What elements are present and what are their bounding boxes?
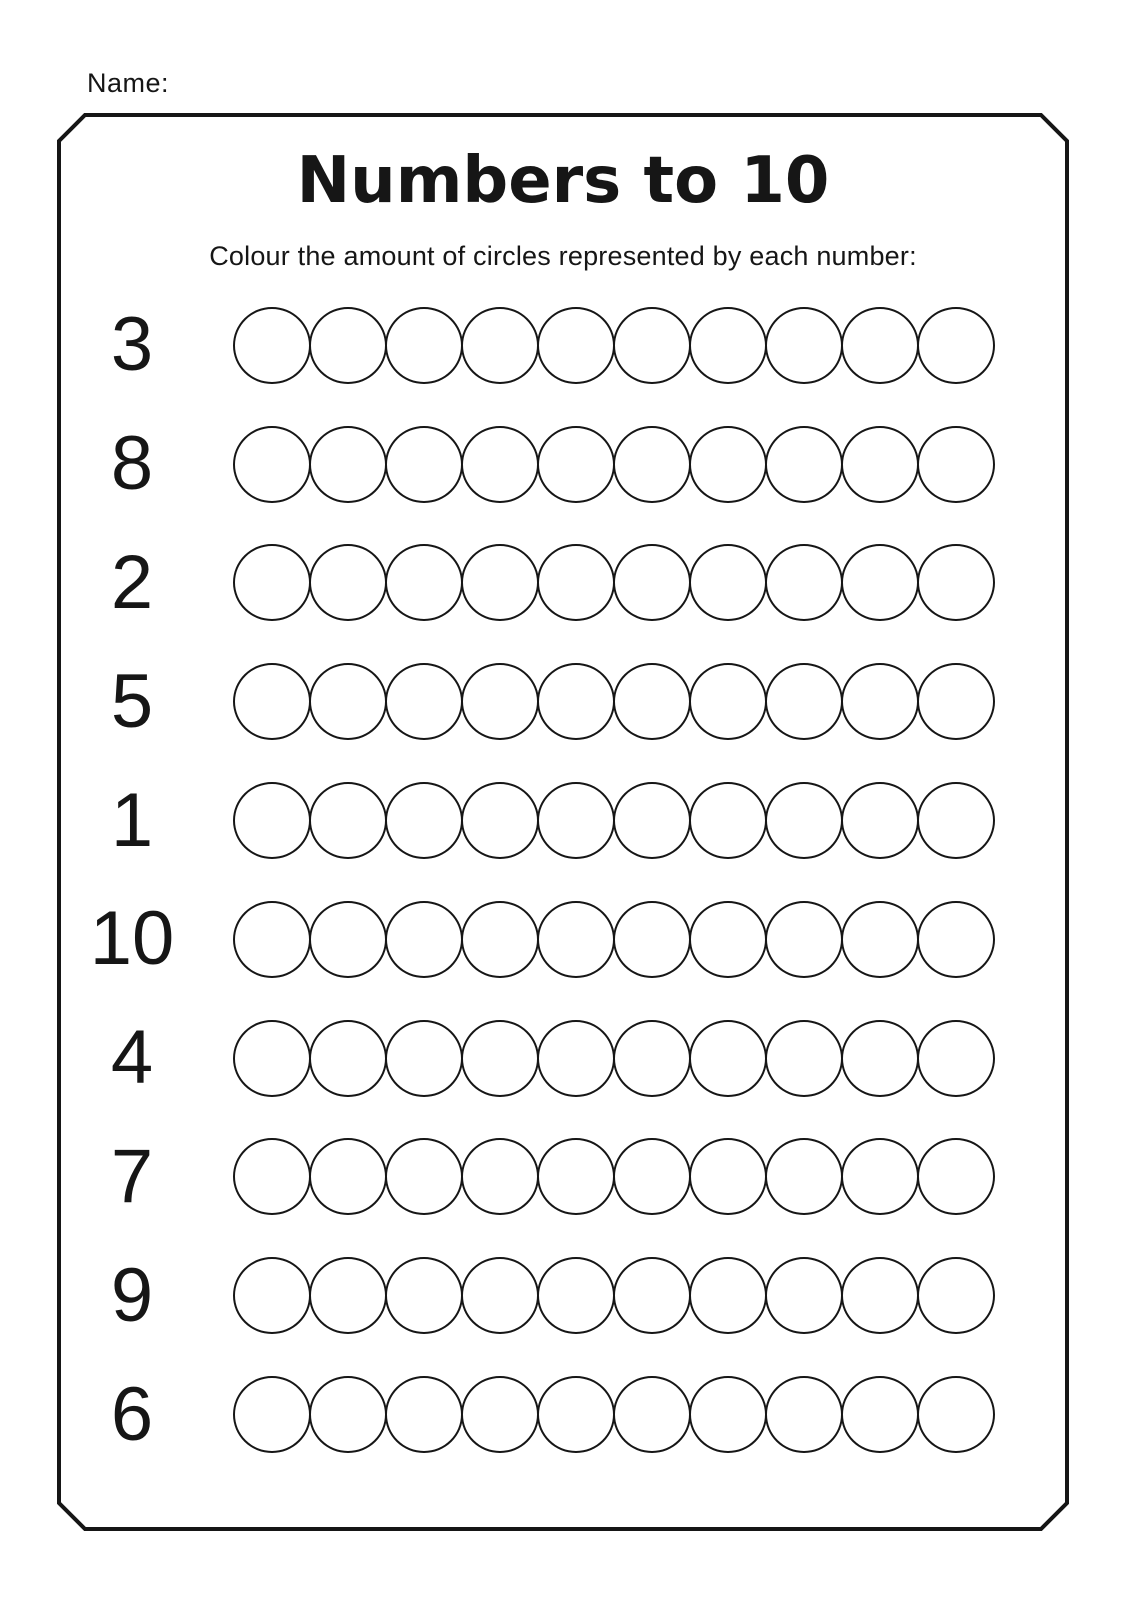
colour-circle[interactable]	[537, 663, 615, 740]
circle-row	[233, 307, 995, 384]
number-row	[57, 999, 1069, 1118]
circle-row	[233, 1020, 995, 1097]
colour-circle[interactable]	[461, 426, 539, 503]
number-row	[57, 286, 1069, 405]
colour-circle[interactable]	[765, 782, 843, 859]
colour-circle[interactable]	[461, 901, 539, 978]
colour-circle[interactable]	[233, 544, 311, 621]
colour-circle[interactable]	[841, 1138, 919, 1215]
colour-circle[interactable]	[461, 1138, 539, 1215]
colour-circle[interactable]	[537, 426, 615, 503]
colour-circle[interactable]	[765, 426, 843, 503]
colour-circle[interactable]	[689, 544, 767, 621]
colour-circle[interactable]	[689, 663, 767, 740]
colour-circle[interactable]	[309, 544, 387, 621]
colour-circle[interactable]	[917, 426, 995, 503]
row-number-label: 10	[89, 896, 175, 982]
number-row	[57, 761, 1069, 880]
colour-circle[interactable]	[917, 1257, 995, 1334]
colour-circle[interactable]	[765, 1138, 843, 1215]
colour-circle[interactable]	[765, 663, 843, 740]
colour-circle[interactable]	[461, 1376, 539, 1453]
row-number-label: 6	[110, 1371, 154, 1457]
number-row	[57, 642, 1069, 761]
colour-circle[interactable]	[917, 1376, 995, 1453]
colour-circle[interactable]	[385, 1376, 463, 1453]
colour-circle[interactable]	[841, 307, 919, 384]
colour-circle[interactable]	[613, 544, 691, 621]
colour-circle[interactable]	[385, 307, 463, 384]
colour-circle[interactable]	[613, 1020, 691, 1097]
colour-circle[interactable]	[917, 544, 995, 621]
colour-circle[interactable]	[537, 1257, 615, 1334]
colour-circle[interactable]	[537, 1020, 615, 1097]
number-row	[57, 405, 1069, 524]
number-row	[57, 1118, 1069, 1237]
colour-circle[interactable]	[537, 782, 615, 859]
worksheet-frame	[57, 113, 1069, 1531]
colour-circle[interactable]	[233, 1376, 311, 1453]
colour-circle[interactable]	[537, 901, 615, 978]
row-number-label: 9	[110, 1252, 154, 1338]
colour-circle[interactable]	[613, 426, 691, 503]
colour-circle[interactable]	[841, 1376, 919, 1453]
colour-circle[interactable]	[689, 426, 767, 503]
colour-circle[interactable]	[233, 1020, 311, 1097]
colour-circle[interactable]	[765, 307, 843, 384]
instruction-text: Colour the amount of circles represented by each number:	[209, 241, 917, 271]
colour-circle[interactable]	[309, 1138, 387, 1215]
colour-circle[interactable]	[689, 1138, 767, 1215]
colour-circle[interactable]	[841, 1020, 919, 1097]
circle-row	[233, 1138, 995, 1215]
colour-circle[interactable]	[537, 307, 615, 384]
colour-circle[interactable]	[461, 1020, 539, 1097]
colour-circle[interactable]	[765, 1257, 843, 1334]
colour-circle[interactable]	[233, 1257, 311, 1334]
colour-circle[interactable]	[917, 663, 995, 740]
row-number-label: 8	[110, 421, 154, 507]
colour-circle[interactable]	[613, 901, 691, 978]
colour-circle[interactable]	[385, 1257, 463, 1334]
row-number-label: 4	[110, 1015, 154, 1101]
colour-circle[interactable]	[841, 782, 919, 859]
circle-row	[233, 1376, 995, 1453]
colour-circle[interactable]	[461, 663, 539, 740]
name-label: Name:	[87, 68, 170, 98]
colour-circle[interactable]	[233, 1138, 311, 1215]
colour-circle[interactable]	[841, 426, 919, 503]
row-number-label: 5	[110, 658, 154, 744]
colour-circle[interactable]	[689, 782, 767, 859]
colour-circle[interactable]	[233, 307, 311, 384]
number-row	[57, 1236, 1069, 1355]
circle-row	[233, 663, 995, 740]
row-number-label: 1	[110, 777, 154, 863]
colour-circle[interactable]	[689, 1376, 767, 1453]
colour-circle[interactable]	[841, 663, 919, 740]
colour-circle[interactable]	[385, 1138, 463, 1215]
colour-circle[interactable]	[917, 1138, 995, 1215]
colour-circle[interactable]	[385, 782, 463, 859]
circle-row	[233, 901, 995, 978]
colour-circle[interactable]	[233, 663, 311, 740]
colour-circle[interactable]	[385, 544, 463, 621]
page-title: Numbers to 10	[296, 144, 830, 218]
number-row	[57, 524, 1069, 643]
colour-circle[interactable]	[537, 1138, 615, 1215]
colour-circle[interactable]	[461, 307, 539, 384]
colour-circle[interactable]	[613, 782, 691, 859]
colour-circle[interactable]	[309, 1257, 387, 1334]
circle-row	[233, 426, 995, 503]
colour-circle[interactable]	[537, 544, 615, 621]
rows	[57, 286, 1069, 1474]
colour-circle[interactable]	[917, 1020, 995, 1097]
colour-circle[interactable]	[765, 1020, 843, 1097]
colour-circle[interactable]	[613, 1257, 691, 1334]
colour-circle[interactable]	[309, 663, 387, 740]
colour-circle[interactable]	[613, 1138, 691, 1215]
worksheet-content	[57, 113, 1069, 1531]
colour-circle[interactable]	[765, 1376, 843, 1453]
colour-circle[interactable]	[917, 782, 995, 859]
colour-circle[interactable]	[233, 426, 311, 503]
colour-circle[interactable]	[233, 901, 311, 978]
colour-circle[interactable]	[233, 782, 311, 859]
colour-circle[interactable]	[309, 1020, 387, 1097]
colour-circle[interactable]	[461, 1257, 539, 1334]
colour-circle[interactable]	[613, 1376, 691, 1453]
circle-row	[233, 1257, 995, 1334]
row-number-label: 3	[110, 302, 154, 388]
colour-circle[interactable]	[689, 1257, 767, 1334]
circle-row	[233, 544, 995, 621]
colour-circle[interactable]	[385, 901, 463, 978]
colour-circle[interactable]	[765, 544, 843, 621]
colour-circle[interactable]	[309, 901, 387, 978]
colour-circle[interactable]	[917, 901, 995, 978]
circle-row	[233, 782, 995, 859]
colour-circle[interactable]	[841, 901, 919, 978]
colour-circle[interactable]	[309, 1376, 387, 1453]
colour-circle[interactable]	[385, 663, 463, 740]
colour-circle[interactable]	[309, 426, 387, 503]
row-number-label: 2	[110, 539, 154, 625]
colour-circle[interactable]	[613, 307, 691, 384]
number-row	[57, 1355, 1069, 1474]
colour-circle[interactable]	[841, 1257, 919, 1334]
colour-circle[interactable]	[689, 307, 767, 384]
colour-circle[interactable]	[841, 544, 919, 621]
colour-circle[interactable]	[309, 307, 387, 384]
number-row	[57, 880, 1069, 999]
colour-circle[interactable]	[917, 307, 995, 384]
colour-circle[interactable]	[689, 901, 767, 978]
colour-circle[interactable]	[309, 782, 387, 859]
colour-circle[interactable]	[461, 782, 539, 859]
colour-circle[interactable]	[537, 1376, 615, 1453]
colour-circle[interactable]	[385, 1020, 463, 1097]
colour-circle[interactable]	[385, 426, 463, 503]
colour-circle[interactable]	[613, 663, 691, 740]
colour-circle[interactable]	[689, 1020, 767, 1097]
colour-circle[interactable]	[461, 544, 539, 621]
colour-circle[interactable]	[765, 901, 843, 978]
row-number-label: 7	[110, 1133, 154, 1219]
